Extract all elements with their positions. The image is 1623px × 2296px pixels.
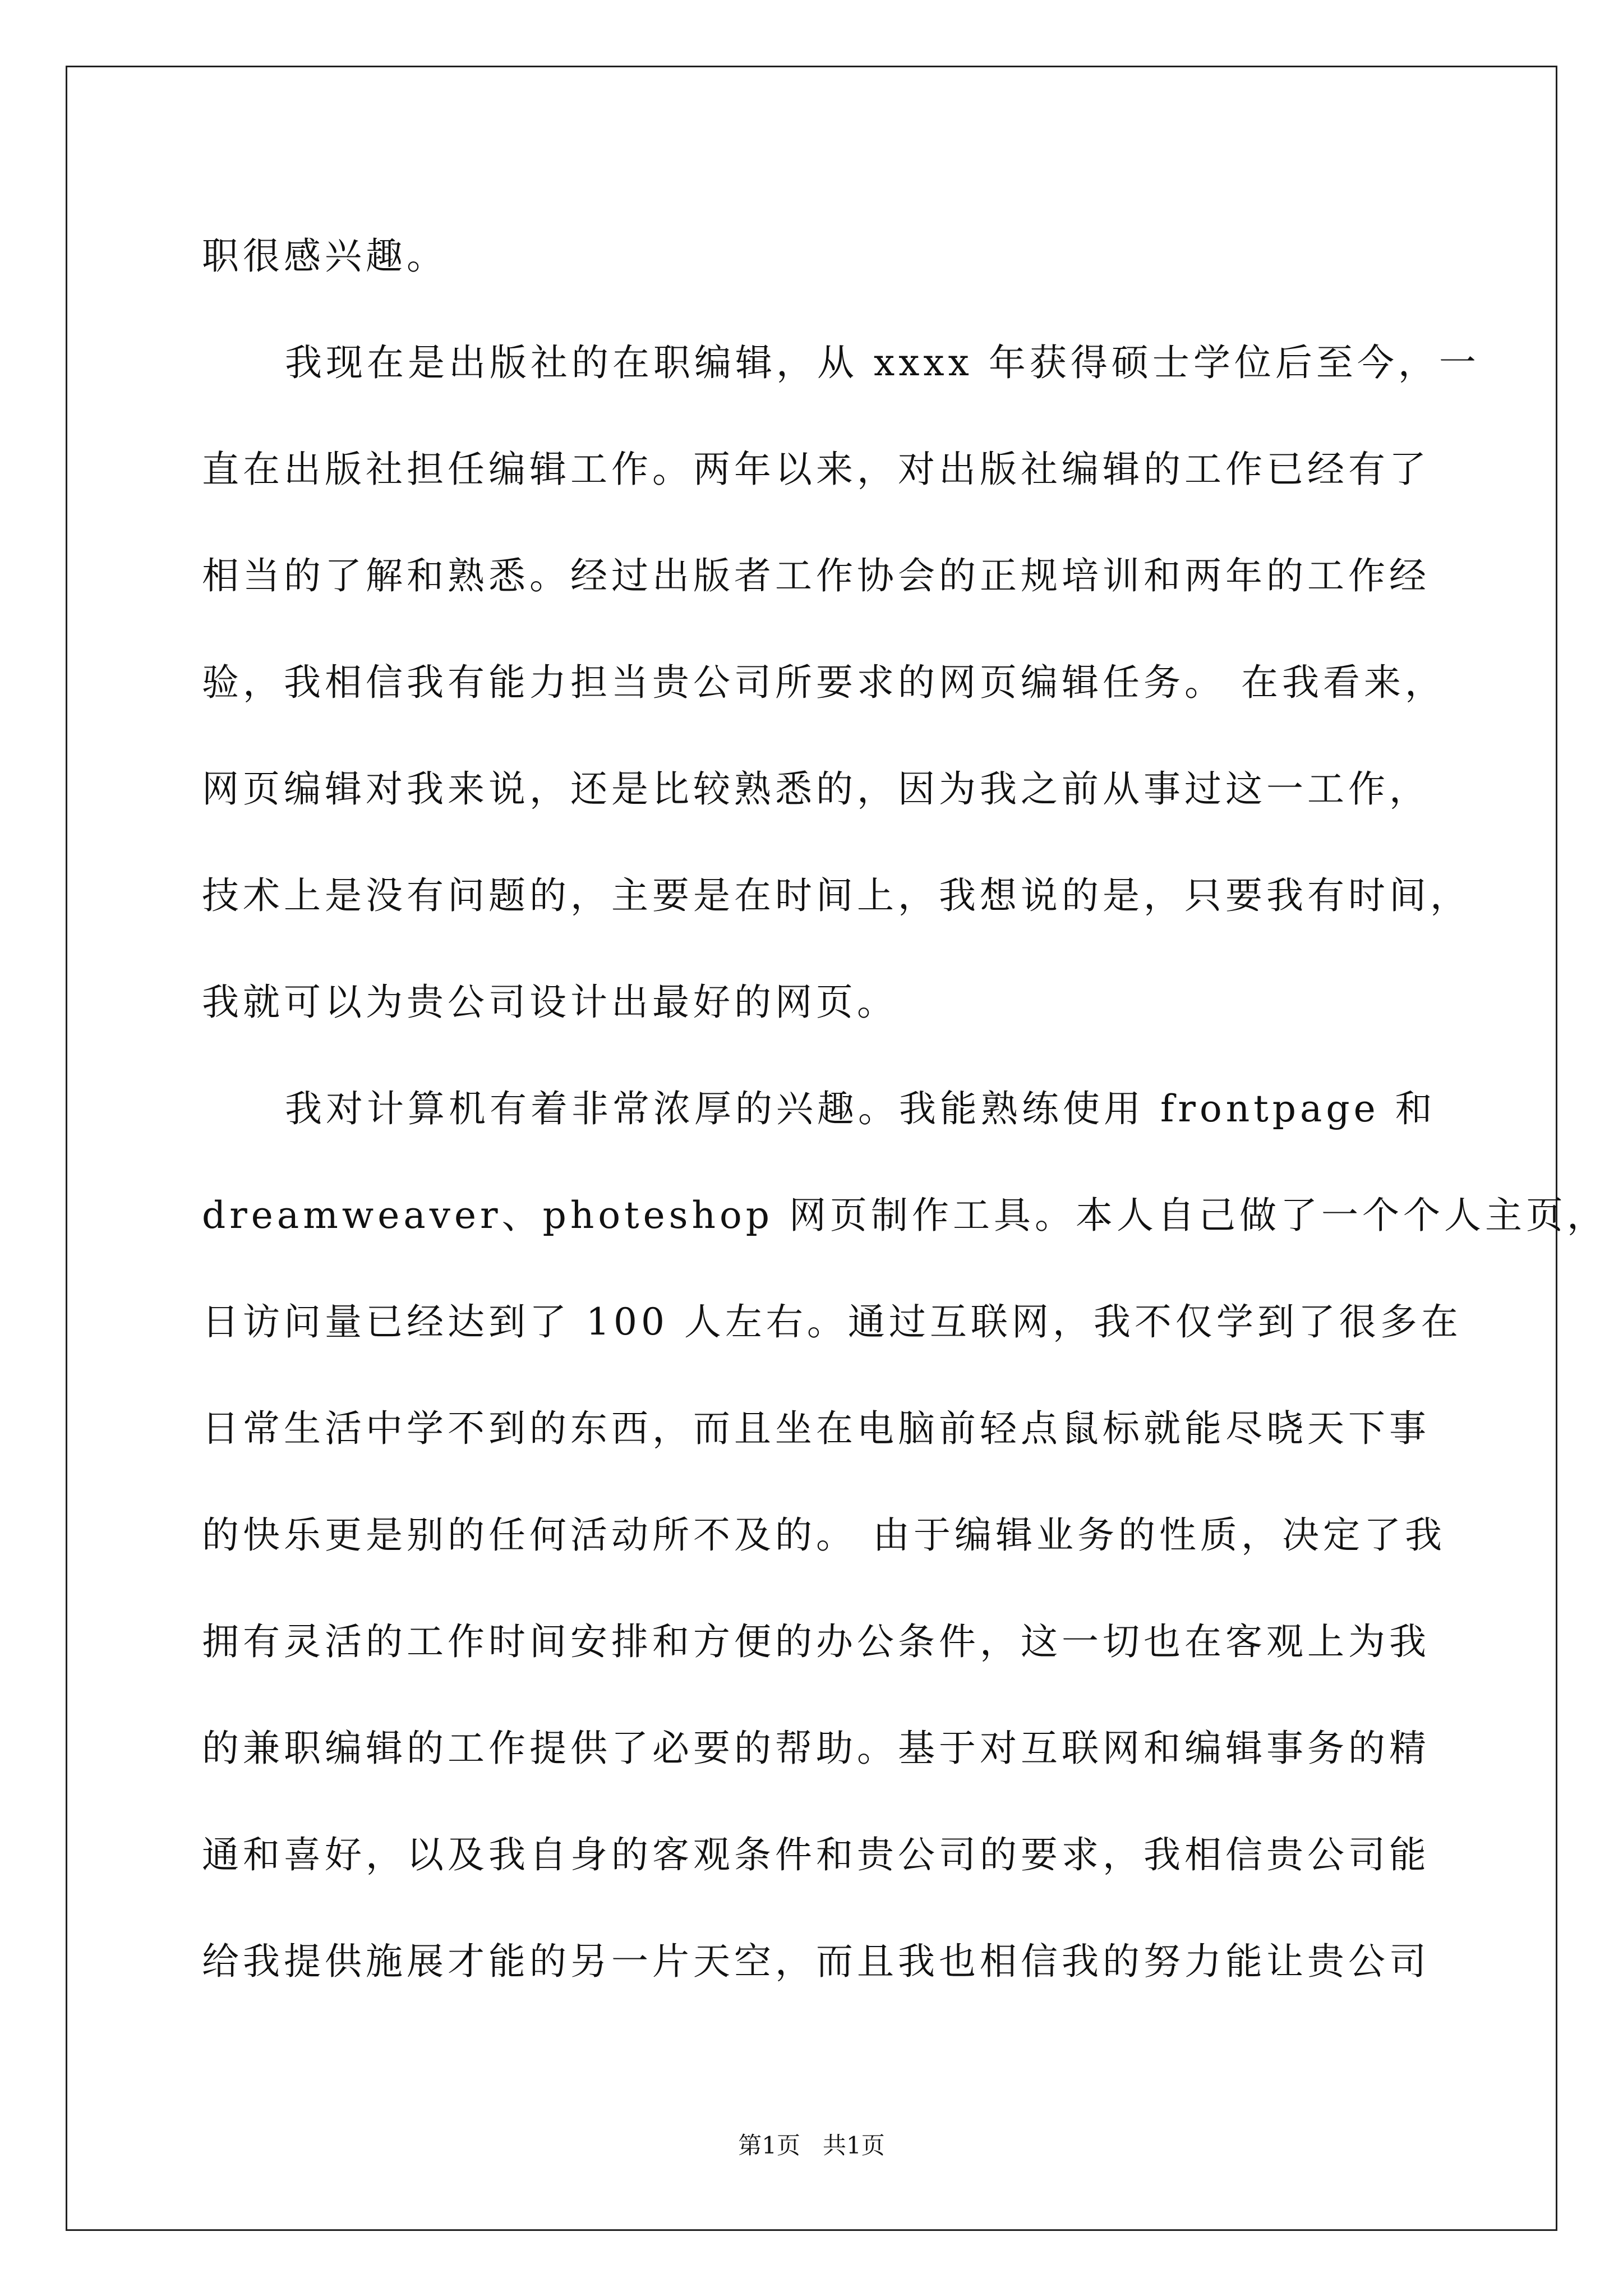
document-body (202, 203, 1608, 2015)
text-line: 我就可以为贵公司设计出最好的网页。 (202, 981, 898, 1024)
text-line: 的兼职编辑的工作提供了必要的帮助。基于对互联网和编辑事务的精 (202, 1727, 1430, 1770)
text-line: 直在出版社担任编辑工作。两年以来，对出版社编辑的工作已经有了 (202, 448, 1430, 491)
text-line: 日常生活中学不到的东西，而且坐在电脑前轻点鼠标就能尽晓天下事 (202, 1407, 1430, 1450)
page-footer: 第1页 共1页 (738, 2132, 885, 2159)
text-line: 技术上是没有问题的，主要是在时间上，我想说的是，只要我有时间， (202, 874, 1471, 917)
text-line: 职很感兴趣。 (202, 234, 448, 278)
text-line: 相当的了解和熟悉。经过出版者工作协会的正规培训和两年的工作经 (202, 554, 1430, 597)
text-line: 的快乐更是别的任何活动所不及的。 由于编辑业务的性质，决定了我 (202, 1513, 1446, 1557)
text-line: 日访问量已经达到了 100 人左右。通过互联网，我不仅学到了很多在 (202, 1300, 1462, 1343)
text-line: 网页编辑对我来说，还是比较熟悉的，因为我之前从事过这一工作， (202, 767, 1430, 811)
text-line: dreamweaver、photeshop 网页制作工具。本人自己做了一个个人主页， (202, 1194, 1608, 1237)
text-line: 验，我相信我有能力担当贵公司所要求的网页编辑任务。 在我看来， (202, 661, 1446, 704)
text-line: 我现在是出版社的在职编辑，从 xxxx 年获得硕士学位后至今，一 (285, 341, 1480, 384)
text-line: 通和喜好，以及我自身的客观条件和贵公司的要求，我相信贵公司能 (202, 1833, 1430, 1876)
text-line: 我对计算机有着非常浓厚的兴趣。我能熟练使用 frontpage 和 (285, 1087, 1436, 1130)
text-line: 拥有灵活的工作时间安排和方便的办公条件，这一切也在客观上为我 (202, 1620, 1430, 1663)
text-line: 给我提供施展才能的另一片天空，而且我也相信我的努力能让贵公司 (202, 1940, 1430, 1983)
